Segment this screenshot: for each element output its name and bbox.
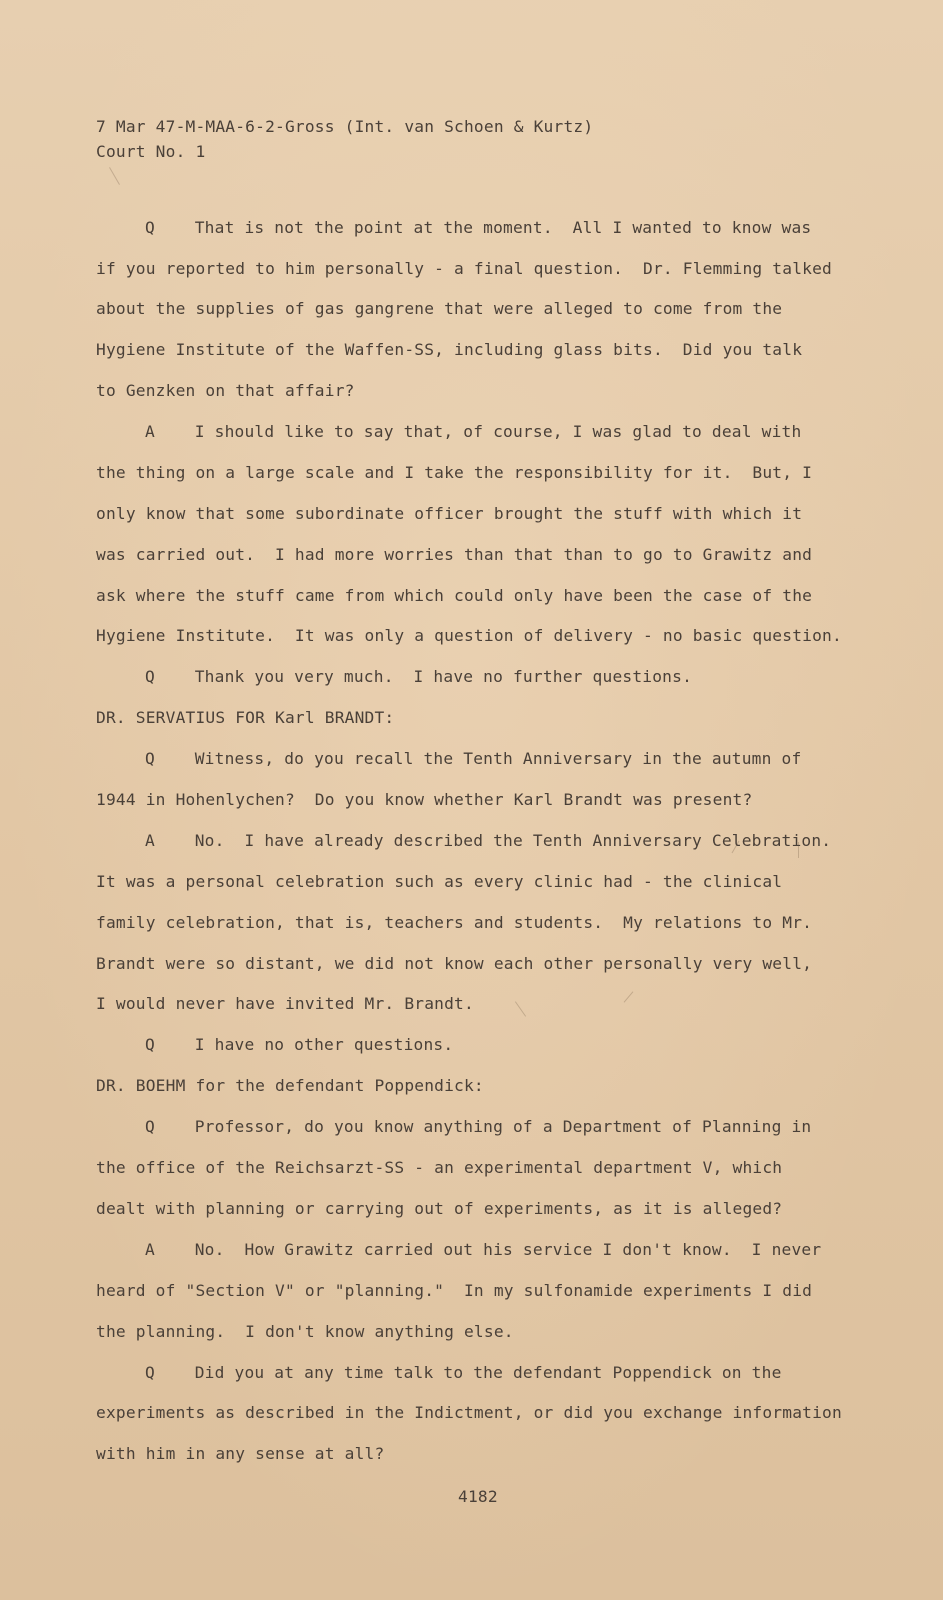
header-line-2: Court No. 1 <box>96 142 206 161</box>
transcript-line: the thing on a large scale and I take the responsibility for it. But, I <box>96 463 813 482</box>
transcript-line: 1944 in Hohenlychen? Do you know whether Karl Brandt was present? <box>96 790 753 809</box>
transcript-line: Q Witness, do you recall the Tenth Anniversary in the autumn of <box>145 749 802 768</box>
header-line-1: 7 Mar 47-M-MAA-6-2-Gross (Int. van Schoen & Kurtz) <box>96 117 594 136</box>
speaker-heading: DR. SERVATIUS FOR Karl BRANDT: <box>96 708 395 727</box>
transcript-line: was carried out. I had more worries than that than to go to Grawitz and <box>96 545 813 564</box>
paper-mark <box>515 1001 526 1016</box>
transcript-line: Q Did you at any time talk to the defendant Poppendick on the <box>145 1363 782 1382</box>
paper-mark <box>109 167 120 185</box>
page-number: 4182 <box>458 1487 498 1506</box>
transcript-line: I would never have invited Mr. Brandt. <box>96 994 474 1013</box>
transcript-line: dealt with planning or carrying out of experiments, as it is alleged? <box>96 1199 783 1218</box>
transcript-line: Q That is not the point at the moment. All I wanted to know was <box>145 218 812 237</box>
transcript-line: only know that some subordinate officer brought the stuff with which it <box>96 504 803 523</box>
transcript-line: the planning. I don't know anything else. <box>96 1322 514 1341</box>
transcript-line: experiments as described in the Indictment, or did you exchange information <box>96 1403 842 1422</box>
transcript-line: Q I have no other questions. <box>145 1035 454 1054</box>
document-header <box>96 114 593 164</box>
transcript-line: heard of "Section V" or "planning." In my sulfonamide experiments I did <box>96 1281 813 1300</box>
transcript-line: It was a personal celebration such as every clinic had - the clinical <box>96 872 783 891</box>
transcript-line: Hygiene Institute. It was only a question of delivery - no basic question. <box>96 626 842 645</box>
transcript-line: Q Professor, do you know anything of a Department of Planning in <box>145 1117 812 1136</box>
transcript-line: ask where the stuff came from which could only have been the case of the <box>96 586 813 605</box>
transcript-line: Brandt were so distant, we did not know each other personally very well, <box>96 954 813 973</box>
transcript-line: with him in any sense at all? <box>96 1444 385 1463</box>
transcript-line: A No. I have already described the Tenth Anniversary Celebration. <box>145 831 832 850</box>
paper-mark <box>624 991 634 1002</box>
transcript-line: A I should like to say that, of course, I was glad to deal with <box>145 422 802 441</box>
transcript-line: Hygiene Institute of the Waffen-SS, including glass bits. Did you talk <box>96 340 803 359</box>
transcript-line: about the supplies of gas gangrene that were alleged to come from the <box>96 299 783 318</box>
paper-mark <box>798 842 799 858</box>
transcript-line: if you reported to him personally - a final question. Dr. Flemming talked <box>96 259 832 278</box>
speaker-heading: DR. BOEHM for the defendant Poppendick: <box>96 1076 484 1095</box>
transcript-line: A No. How Grawitz carried out his service I don't know. I never <box>145 1240 822 1259</box>
transcript-line: to Genzken on that affair? <box>96 381 355 400</box>
transcript-line: family celebration, that is, teachers and students. My relations to Mr. <box>96 913 813 932</box>
transcript-line: the office of the Reichsarzt-SS - an experimental department V, which <box>96 1158 783 1177</box>
transcript-line: Q Thank you very much. I have no further questions. <box>145 667 693 686</box>
